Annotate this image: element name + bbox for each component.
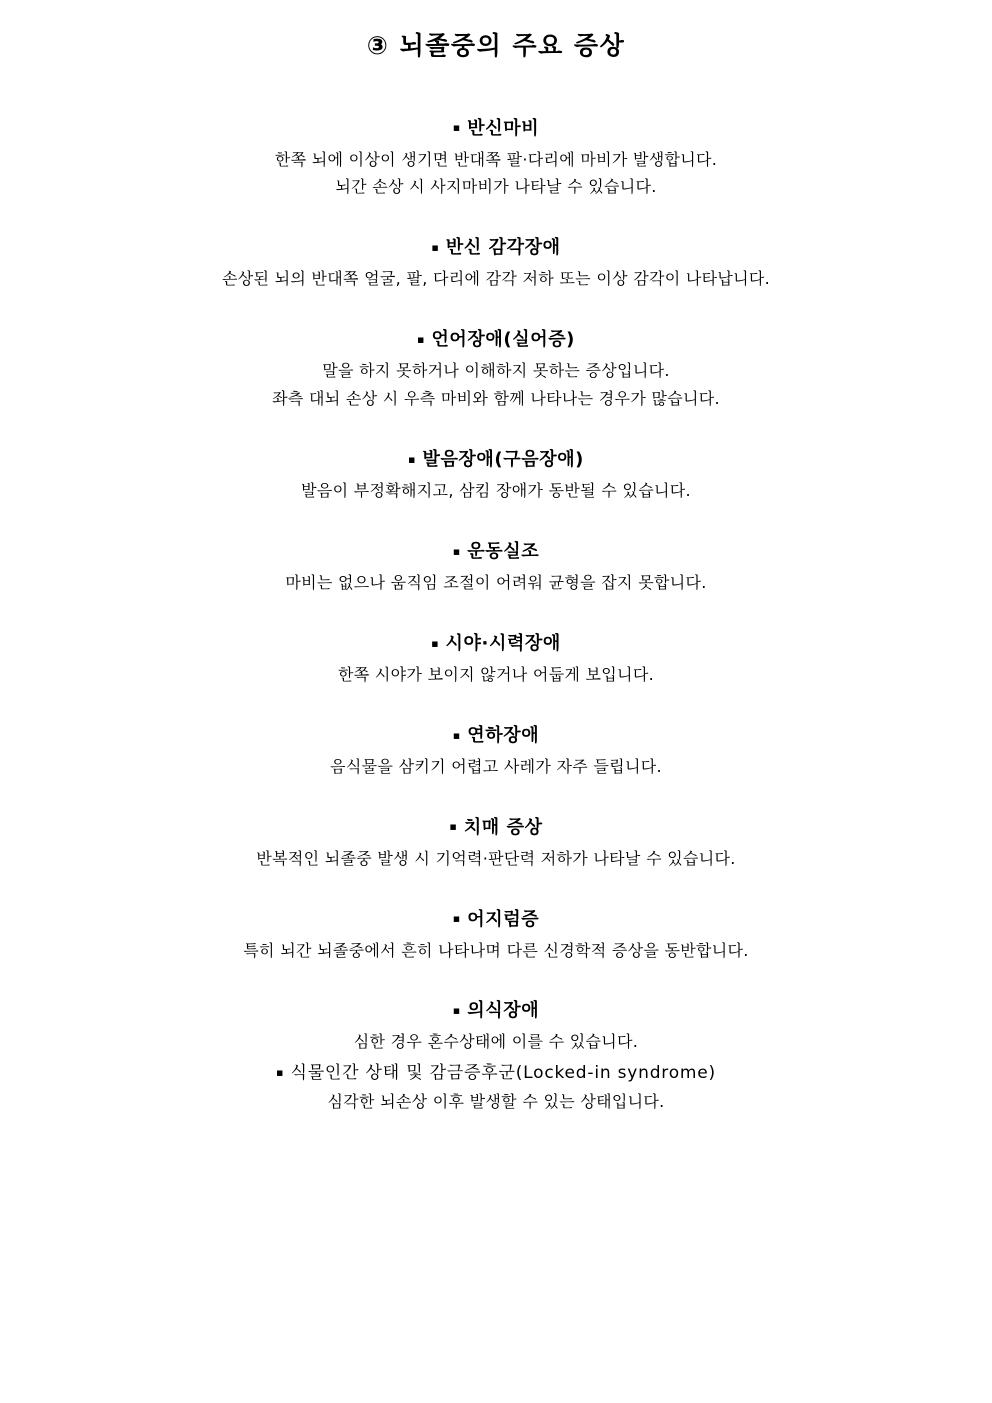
- symptom-heading: [60, 630, 932, 657]
- symptom-section: [60, 722, 932, 780]
- symptom-line: 좌측 대뇌 손상 시 우측 마비와 함께 나타나는 경우가 많습니다.: [272, 389, 720, 409]
- bullet-icon: ▪: [452, 1004, 461, 1018]
- symptom-sub-heading-text: 식물인간 상태 및 감금증후군(Locked-in syndrome): [290, 1063, 716, 1084]
- symptom-section: [60, 115, 932, 201]
- symptom-section: [60, 538, 932, 596]
- symptom-heading: [60, 115, 932, 142]
- symptom-section: [60, 630, 932, 688]
- symptom-heading: [60, 722, 932, 749]
- symptom-line: 한쪽 뇌에 이상이 생기면 반대쪽 팔·다리에 마비가 발생합니다.: [274, 149, 718, 169]
- symptom-heading-text: 치매 증상: [463, 816, 543, 838]
- symptom-heading-text: 발음장애(구음장애): [422, 449, 585, 471]
- symptom-line: 한쪽 시야가 보이지 않거나 어둡게 보입니다.: [338, 664, 654, 684]
- symptom-section: [60, 906, 932, 964]
- symptom-line: 음식물을 삼키기 어렵고 사레가 자주 들립니다.: [330, 756, 662, 776]
- symptom-sub-heading: [60, 1061, 932, 1087]
- symptom-line: 심한 경우 혼수상태에 이를 수 있습니다.: [353, 1032, 639, 1052]
- symptom-heading: [60, 326, 932, 353]
- bullet-icon: ▪: [449, 820, 457, 834]
- symptom-heading: [60, 234, 932, 261]
- symptom-line: 마비는 없으나 움직임 조절이 어려워 균형을 잡지 못합니다.: [285, 572, 707, 592]
- symptom-line: 말을 하지 못하거나 이해하지 못하는 증상입니다.: [322, 361, 670, 381]
- symptom-heading-text: 시야·시력장애: [445, 632, 561, 654]
- symptom-heading-text: 운동실조: [467, 540, 540, 562]
- bullet-icon: ▪: [452, 121, 461, 135]
- symptom-heading-text: 연하장애: [467, 724, 540, 746]
- bullet-icon: ▪: [407, 452, 416, 466]
- bullet-icon: ▪: [276, 1066, 284, 1080]
- symptom-section: [60, 234, 932, 292]
- symptom-line: 손상된 뇌의 반대쪽 얼굴, 팔, 다리에 감각 저하 또는 이상 감각이 나타납니다.: [221, 269, 771, 289]
- symptom-heading: [60, 997, 932, 1024]
- symptom-heading-text: 언어장애(실어증): [431, 329, 576, 351]
- symptom-heading: [60, 538, 932, 565]
- symptom-section: [60, 326, 932, 412]
- symptom-line: 특히 뇌간 뇌졸중에서 흔히 나타나며 다른 신경학적 증상을 동반합니다.: [243, 940, 749, 960]
- symptom-heading: [60, 906, 932, 933]
- bullet-icon: ▪: [452, 728, 461, 742]
- symptom-heading-text: 어지럼증: [467, 908, 540, 930]
- symptom-section: [60, 997, 932, 1114]
- symptom-heading-text: 반신 감각장애: [445, 237, 561, 259]
- symptom-heading-text: 반신마비: [467, 117, 540, 139]
- symptom-section: [60, 814, 932, 872]
- symptom-heading-text: 의식장애: [467, 1000, 540, 1022]
- symptom-heading: [60, 446, 932, 473]
- bullet-icon: ▪: [431, 241, 439, 255]
- bullet-icon: ▪: [431, 636, 439, 650]
- bullet-icon: ▪: [452, 912, 461, 926]
- symptom-section: [60, 446, 932, 504]
- symptom-line: 반복적인 뇌졸중 발생 시 기억력·판단력 저하가 나타날 수 있습니다.: [256, 848, 736, 868]
- bullet-icon: ▪: [452, 544, 461, 558]
- bullet-icon: ▪: [416, 332, 425, 346]
- symptom-line: 뇌간 손상 시 사지마비가 나타날 수 있습니다.: [335, 177, 657, 197]
- symptom-heading: [60, 814, 932, 841]
- symptom-sub-line: 심각한 뇌손상 이후 발생할 수 있는 상태입니다.: [327, 1091, 665, 1111]
- symptom-line: 발음이 부정확해지고, 삼킴 장애가 동반될 수 있습니다.: [301, 481, 691, 501]
- page-title: ③ 뇌졸중의 주요 증상: [366, 31, 626, 60]
